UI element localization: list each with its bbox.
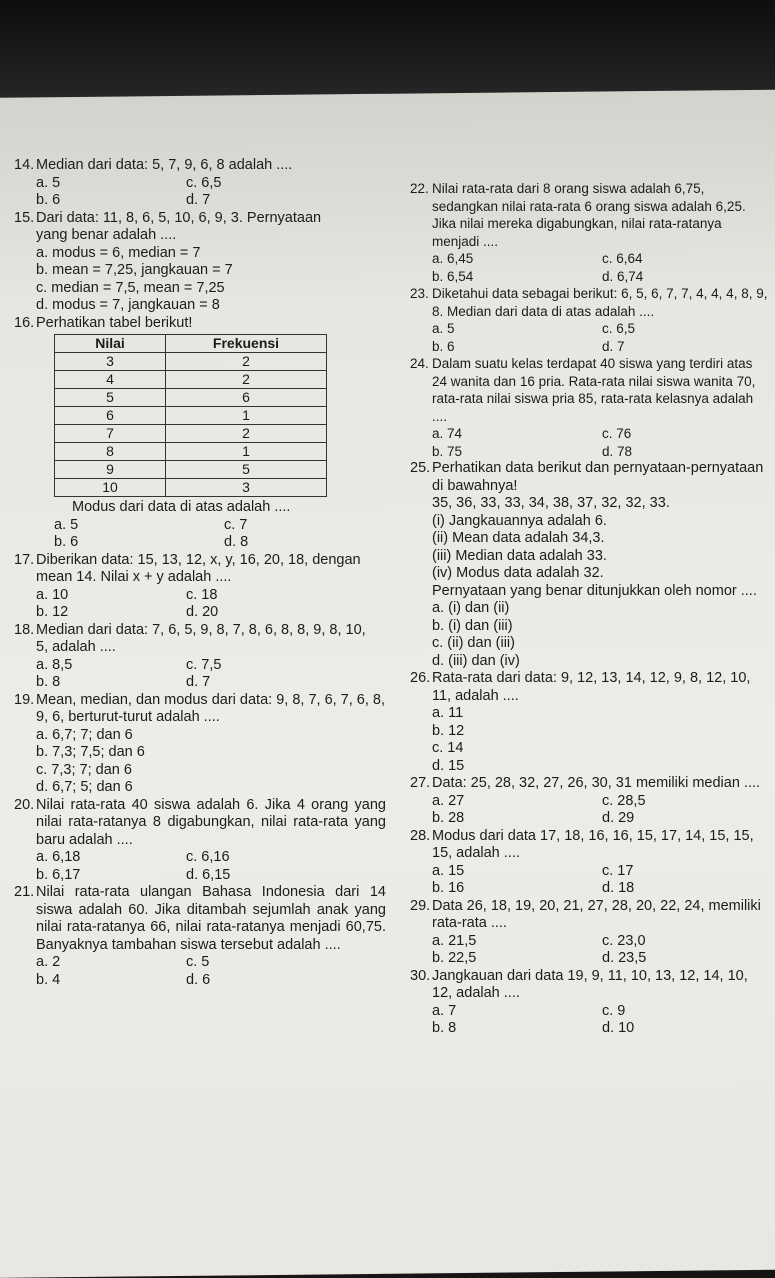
option-c: c. 6,64 <box>602 251 643 266</box>
question-text: Nilai rata-rata ulangan Bahasa Indonesia dari 14 siswa adalah 60. Jika ditambah sejumlah anak yang nilai rata-ratanya 66, nilai rata-ratanya menjadi 60,75. Banyaknya tambahan siswa tersebut adalah .... <box>36 884 386 953</box>
question-text: Data 26, 18, 19, 20, 21, 27, 28, 20, 22, 24, memiliki rata-rata .... <box>432 897 761 931</box>
question-text: Nilai rata-rata dari 8 orang siswa adalah 6,75, sedangkan nilai rata-rata 6 orang siswa adalah 6,25. Jika nilai mereka digabungkan, nilai rata-ratanya menjadi .... <box>432 181 746 249</box>
table-row: 4 2 <box>55 371 327 389</box>
option-a: a. 5 <box>432 321 455 336</box>
option-c: c. 7,5 <box>186 656 222 673</box>
question-24: 24. Dalam suatu kelas terdapat 40 siswa yang terdiri atas 24 wanita dan 16 pria. Rata-rata nilai siswa wanita 70, rata-rata nilai siswa pria 85, rata-rata kelasnya adalah .... a. 74 c. 76 b. 75 d. 78 <box>410 355 770 460</box>
option-b: b. 8 <box>36 674 61 690</box>
frequency-table <box>54 334 327 497</box>
question-prompt: Pernyataan yang benar ditunjukkan oleh nomor .... <box>432 582 757 599</box>
option-c: c. 14 <box>432 740 464 756</box>
left-column <box>14 157 404 989</box>
question-text: Perhatikan data berikut dan pernyataan-pernyataan di bawahnya! <box>432 460 764 494</box>
option-c: c. 6,5 <box>186 174 222 191</box>
option-d: d. modus = 7, jangkauan = 8 <box>36 297 220 313</box>
question-29: 29. Data 26, 18, 19, 20, 21, 27, 28, 20, 22, 24, memiliki rata-rata .... a. 21,5 c. 23,0 b. 22,5 d. 23,5 <box>410 898 770 968</box>
statement-ii: (ii) Mean data adalah 34,3. <box>432 530 605 546</box>
option-a: a. (i) dan (ii) <box>432 600 510 616</box>
option-d: d. 20 <box>186 604 219 620</box>
statement-iii: (iii) Median data adalah 33. <box>432 547 607 564</box>
question-text: Diberikan data: 15, 13, 12, x, y, 16, 20, 18, dengan mean 14. Nilai x + y adalah .... <box>36 551 361 585</box>
question-20: 20. Nilai rata-rata 40 siswa adalah 6. Jika 4 orang yang nilai rata-ratanya 8 digabungkan, nilai rata-rata yang baru adalah .... a. 6,18 c. 6,16 b. 6,17 d. 6,15 <box>14 796 386 883</box>
question-text: Rata-rata dari data: 9, 12, 13, 14, 12, 9, 8, 12, 10, 11, adalah .... <box>432 670 751 704</box>
question-prompt: Modus dari data di atas adalah .... <box>72 499 291 515</box>
question-text: Diketahui data sebagai berikut: 6, 5, 6, 7, 7, 4, 4, 4, 8, 9, 8. Median dari data di atas adalah .... <box>432 286 768 319</box>
option-a: a. 7 <box>432 1002 457 1019</box>
option-a: a. 5 <box>36 174 61 191</box>
option-d: d. 78 <box>602 443 633 459</box>
option-a: a. 11 <box>432 705 464 721</box>
table-header-frekuensi: Frekuensi <box>166 335 327 353</box>
option-a: a. 10 <box>36 586 69 603</box>
option-d: d. 6,74 <box>602 268 644 284</box>
option-d: d. 8 <box>224 534 249 550</box>
right-column <box>410 180 770 1038</box>
table-row: 6 1 <box>55 407 327 425</box>
question-text: Nilai rata-rata 40 siswa adalah 6. Jika 4 orang yang nilai rata-ratanya 8 digabungkan, nilai rata-rata yang baru adalah .... <box>36 796 386 848</box>
question-26: 26. Rata-rata dari data: 9, 12, 13, 14, 12, 9, 8, 12, 10, 11, adalah .... a. 11 b. 12 c. 14 d. 15 <box>410 670 770 775</box>
option-b: b. 8 <box>432 1020 457 1036</box>
option-b: b. 22,5 <box>432 950 477 966</box>
question-18: 18. Median dari data: 7, 6, 5, 9, 8, 7, 8, 6, 8, 8, 9, 8, 10, 5, adalah .... a. 8,5 c. 7,5 b. 8 d. 7 <box>14 621 366 690</box>
option-a: a. 15 <box>432 862 465 879</box>
option-a: a. 6,45 <box>432 251 474 266</box>
option-b: b. mean = 7,25, jangkauan = 7 <box>36 262 233 278</box>
question-text: Dalam suatu kelas terdapat 40 siswa yang terdiri atas 24 wanita dan 16 pria. Rata-rata nilai siswa wanita 70, rata-rata nilai siswa pria 85, rata-rata kelasnya adalah .... <box>432 356 756 424</box>
option-b: b. 4 <box>36 971 61 988</box>
option-c: c. 23,0 <box>602 932 646 949</box>
option-c: c. 28,5 <box>602 792 646 809</box>
option-c: c. 6,16 <box>186 849 230 865</box>
option-a: a. 6,7; 7; dan 6 <box>36 726 133 743</box>
option-c: c. (ii) dan (iii) <box>432 635 515 651</box>
option-a: a. 2 <box>36 954 61 970</box>
option-d: d. 10 <box>602 1020 635 1036</box>
option-d: d. 18 <box>602 880 635 896</box>
data-list: 35, 36, 33, 33, 34, 38, 37, 32, 32, 33. <box>432 495 670 511</box>
question-28: 28. Modus dari data 17, 18, 16, 16, 15, 17, 14, 15, 15, 15, adalah .... a. 15 c. 17 b. 16 d. 18 <box>410 828 770 898</box>
option-d: d. 7 <box>602 338 625 354</box>
table-row: 3 2 <box>55 353 327 371</box>
option-c: c. 9 <box>602 1002 626 1019</box>
question-text: Dari data: 11, 8, 6, 5, 10, 6, 9, 3. Pernyataan yang benar adalah .... <box>36 209 322 243</box>
question-27: 27. Data: 25, 28, 32, 27, 26, 30, 31 memiliki median .... a. 27 c. 28,5 b. 28 d. 29 <box>410 775 770 828</box>
option-b: b. (i) dan (iii) <box>432 617 513 634</box>
option-b: b. 12 <box>36 604 69 620</box>
option-a: a. 27 <box>432 792 465 809</box>
option-d: d. 6 <box>186 971 211 988</box>
question-19: 19. Mean, median, dan modus dari data: 9, 8, 7, 6, 7, 6, 8, 9, 6, berturut-turut adalah .... a. 6,7; 7; dan 6 b. 7,3; 7,5; dan 6 c. 7,3; 7; dan 6 d. 6,7; 5; dan 6 <box>14 692 404 797</box>
option-a: a. modus = 6, median = 7 <box>36 244 201 261</box>
option-b: b. 12 <box>432 722 465 739</box>
option-d: d. 6,7; 5; dan 6 <box>36 779 133 795</box>
option-d: d. 23,5 <box>602 950 647 966</box>
question-17: 17. Diberikan data: 15, 13, 12, x, y, 16, 20, 18, dengan mean 14. Nilai x + y adalah .... a. 10 c. 18 b. 12 d. 20 <box>14 551 361 620</box>
option-c: c. 18 <box>186 586 218 603</box>
question-23: 23. Diketahui data sebagai berikut: 6, 5, 6, 7, 7, 4, 4, 4, 8, 9, 8. Median dari data di atas adalah .... a. 5 c. 6,5 b. 6 d. 7 <box>410 285 770 355</box>
option-d: d. 7 <box>186 192 211 208</box>
question-text: Perhatikan tabel berikut! <box>36 314 193 331</box>
option-c: c. 7,3; 7; dan 6 <box>36 761 132 778</box>
question-15: 15. Dari data: 11, 8, 6, 5, 10, 6, 9, 3. Pernyataan yang benar adalah .... a. modus = 6, median = 7 b. mean = 7,25, jangkauan = 7 c. median = 7,5, mean = 7,25 d. modus = 7, jangkauan = 8 <box>14 210 404 315</box>
table-header-nilai: Nilai <box>55 335 166 353</box>
option-c: c. 6,5 <box>602 321 636 336</box>
question-text: Data: 25, 28, 32, 27, 26, 30, 31 memiliki median .... <box>432 775 761 791</box>
table-row: 10 3 <box>55 479 327 497</box>
option-a: a. 5 <box>54 516 79 533</box>
question-text: Median dari data: 5, 7, 9, 6, 8 adalah .... <box>36 157 293 173</box>
question-25: 25. Perhatikan data berikut dan pernyataan-pernyataan di bawahnya! 35, 36, 33, 33, 34, 38, 37, 32, 32, 33. (i) Jangkauannya adalah 6. (ii) Mean data adalah 34,3. (iii) Median data adalah 33. (iv) Modus data adalah 32. Pernyataan yang benar ditunjukkan oleh nomor .... a. (i) dan (ii) b. (i) dan (iii) c. (ii) dan (iii) d. (iii) dan (iv) <box>410 460 770 670</box>
option-c: c. 7 <box>224 516 248 533</box>
question-16: 16. Perhatikan tabel berikut! Nilai Frekuensi 3 2 4 2 5 6 6 1 7 2 8 1 9 5 10 3 Modus dari data di atas adalah .... a. 5 c. 7 b. 6 d. 8 <box>14 315 404 552</box>
option-b: b. 16 <box>432 880 465 896</box>
option-c: c. 5 <box>186 954 210 970</box>
option-b: b. 6 <box>432 338 455 354</box>
question-text: Modus dari data 17, 18, 16, 16, 15, 17, 14, 15, 15, 15, adalah .... <box>432 827 754 861</box>
option-a: a. 74 <box>432 426 463 441</box>
statement-i: (i) Jangkauannya adalah 6. <box>432 512 607 529</box>
option-b: b. 28 <box>432 810 465 826</box>
statement-iv: (iv) Modus data adalah 32. <box>432 565 604 581</box>
table-row: 5 6 <box>55 389 327 407</box>
option-c: c. 76 <box>602 426 632 441</box>
option-d: d. 15 <box>432 757 465 774</box>
question-22: 22. Nilai rata-rata dari 8 orang siswa adalah 6,75, sedangkan nilai rata-rata 6 orang siswa adalah 6,25. Jika nilai mereka digabungkan, nilai rata-ratanya menjadi .... a. 6,45 c. 6,64 b. 6,54 d. 6,74 <box>410 180 770 285</box>
option-d: d. 7 <box>186 674 211 690</box>
option-a: a. 21,5 <box>432 932 477 949</box>
question-text: Median dari data: 7, 6, 5, 9, 8, 7, 8, 6, 8, 8, 9, 8, 10, 5, adalah .... <box>36 621 366 655</box>
option-a: a. 6,18 <box>36 849 81 865</box>
option-d: d. 29 <box>602 810 635 826</box>
option-b: b. 75 <box>432 443 463 459</box>
option-c: c. 17 <box>602 862 634 879</box>
table-row: 9 5 <box>55 461 327 479</box>
question-21: 21. Nilai rata-rata ulangan Bahasa Indonesia dari 14 siswa adalah 60. Jika ditambah sejumlah anak yang nilai rata-ratanya 66, nilai rata-ratanya menjadi 60,75. Banyaknya tambahan siswa tersebut adalah .... a. 2 c. 5 b. 4 d. 6 <box>14 884 386 988</box>
option-b: b. 6,54 <box>432 268 474 284</box>
question-text: Mean, median, dan modus dari data: 9, 8, 7, 6, 7, 6, 8, 9, 6, berturut-turut adalah .... <box>36 691 386 725</box>
option-d: d. 6,15 <box>186 866 231 883</box>
table-row: 7 2 <box>55 425 327 443</box>
option-a: a. 8,5 <box>36 656 73 673</box>
question-text: Jangkauan dari data 19, 9, 11, 10, 13, 12, 14, 10, 12, adalah .... <box>432 967 748 1001</box>
option-c: c. median = 7,5, mean = 7,25 <box>36 279 225 296</box>
question-30: 30. Jangkauan dari data 19, 9, 11, 10, 13, 12, 14, 10, 12, adalah .... a. 7 c. 9 b. 8 d. 10 <box>410 968 770 1038</box>
option-b: b. 6,17 <box>36 866 81 883</box>
question-14: 14. Median dari data: 5, 7, 9, 6, 8 adalah .... a. 5 c. 6,5 b. 6 d. 7 <box>14 157 404 210</box>
option-b: b. 6 <box>36 192 61 208</box>
option-d: d. (iii) dan (iv) <box>432 652 520 669</box>
option-b: b. 6 <box>54 534 79 550</box>
table-row: 8 1 <box>55 443 327 461</box>
option-b: b. 7,3; 7,5; dan 6 <box>36 744 145 760</box>
